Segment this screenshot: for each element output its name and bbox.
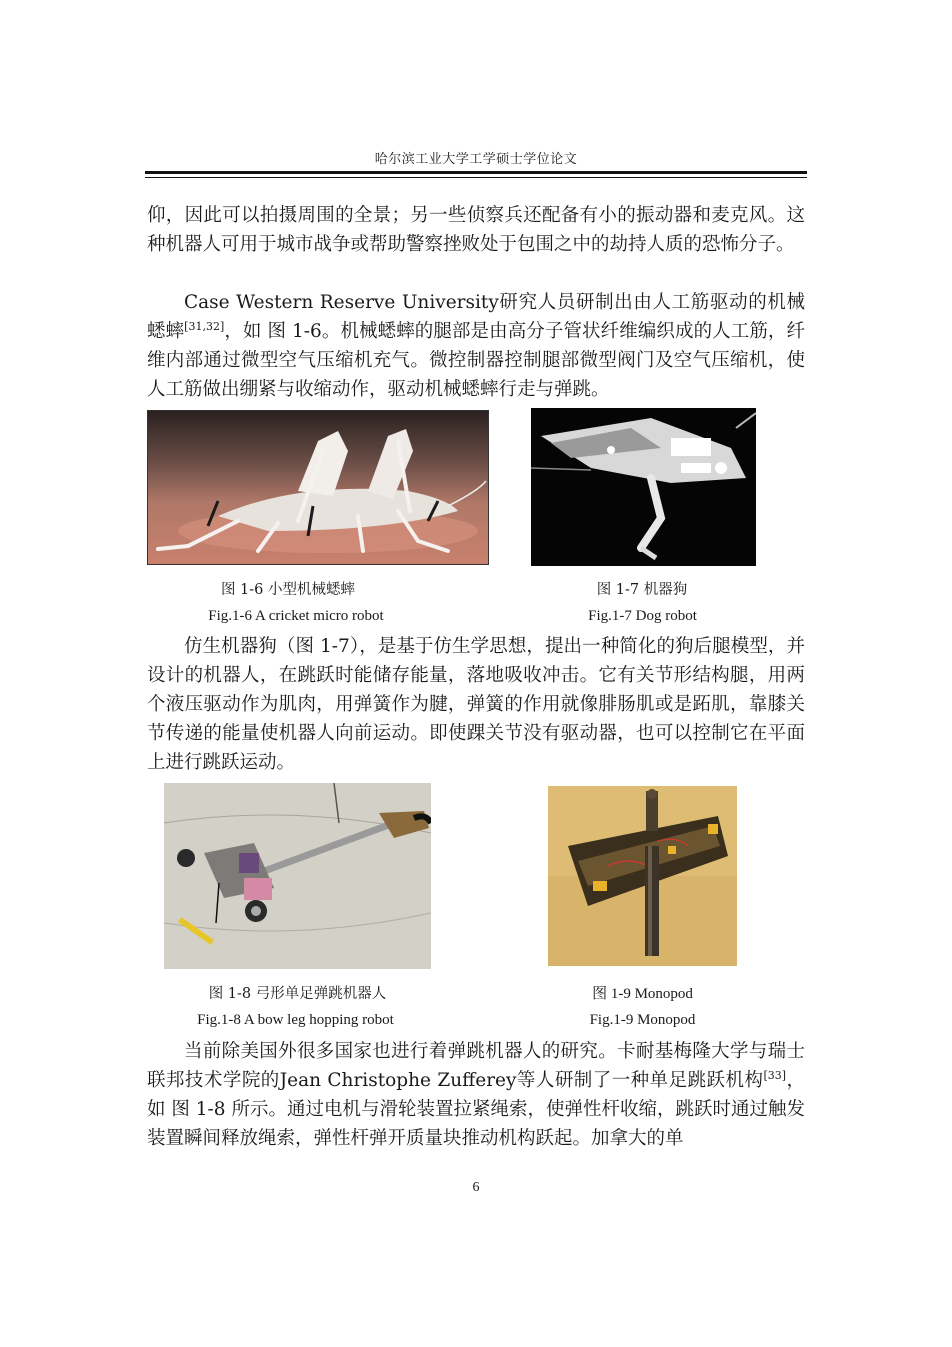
citation-ref[interactable]: [31,32] — [184, 319, 225, 333]
figure-1-7-dog-robot-photo — [531, 408, 756, 566]
figure-1-9-caption-en: Fig.1-9 Monopod — [589, 1012, 696, 1028]
paragraph-dog-robot — [147, 632, 805, 777]
figure-1-8-caption-en: Fig.1-8 A bow leg hopping robot — [197, 1012, 394, 1028]
header-rule-thick — [145, 171, 807, 174]
figure-1-7-caption-en: Fig.1-7 Dog robot — [588, 608, 697, 624]
figure-1-8-caption-cn: 图 1-8 弓形单足弹跳机器人 — [208, 986, 387, 1002]
citation-ref[interactable]: [33] — [763, 1068, 787, 1082]
paragraph-text: 仿生机器狗（图 1-7），是基于仿生学思想，提出一种简化的狗后腿模型，并设计的机器人，在跳跃时能储存能量，落地吸收冲击。它有关节形结构腿，用两个液压驱动作为肌肉，用弹簧作为腱，弹簧的作用就像腓肠肌或是跖肌，靠膝关节传递的能量使机器人向前运动。即使踝关节没有驱动器，也可以控制它在平面上进行跳跃运动。 — [147, 636, 805, 773]
paragraph-text-part: Case Western Reserve University研究人员研制出由人工筋驱动的机械蟋蟀 — [147, 292, 805, 342]
figure-1-6-caption-cn: 图 1-6 小型机械蟋蟀 — [220, 582, 356, 598]
figure-1-7-caption-cn: 图 1-7 机器狗 — [596, 582, 688, 598]
figure-1-9-monopod-photo — [548, 786, 737, 966]
figure-1-6-cricket-photo — [147, 410, 489, 565]
figure-1-8-bow-leg-photo — [164, 783, 431, 969]
figure-1-9-caption-cn: 图 1-9 Monopod — [592, 986, 693, 1002]
paragraph-text — [147, 1037, 805, 1153]
page-number: 6 — [472, 1180, 480, 1195]
header-rule-thin — [145, 177, 807, 178]
paragraph-text: 仰，因此可以拍摄周围的全景；另一些侦察兵还配备有小的振动器和麦克风。这种机器人可用于城市战争或帮助警察挫败处于包围之中的劫持人质的恐怖分子。 — [147, 205, 805, 255]
paragraph-text — [147, 288, 805, 404]
paragraph-text-part: 当前除美国外很多国家也进行着弹跳机器人的研究。卡耐基梅隆大学与瑞士联邦技术学院的Jean Christophe Zufferey等人研制了一种单足跳跃机构 — [147, 1041, 805, 1091]
paragraph-continuation — [147, 201, 805, 259]
running-header: 哈尔滨工业大学工学硕士学位论文 — [374, 152, 578, 167]
figure-1-6-caption-en: Fig.1-6 A cricket micro robot — [208, 608, 384, 624]
paragraph-text-part: ，如 图 1-6。机械蟋蟀的腿部是由高分子管状纤维编织成的人工筋，纤维内部通过微型空气压缩机充气。微控制器控制腿部微型阀门及空气压缩机，使人工筋做出绷紧与收缩动作，驱动机械蟋蟀行走与弹跳。 — [147, 321, 805, 400]
paragraph-text-part: ，如 图 1-8 所示。通过电机与滑轮装置拉紧绳索，使弹性杆收缩，跳跃时通过触发装置瞬间释放绳索，弹性杆弹开质量块推动机构跃起。加拿大的单 — [147, 1070, 805, 1149]
paragraph-cricket-robot — [147, 288, 805, 404]
paragraph-jumping-research — [147, 1037, 805, 1153]
